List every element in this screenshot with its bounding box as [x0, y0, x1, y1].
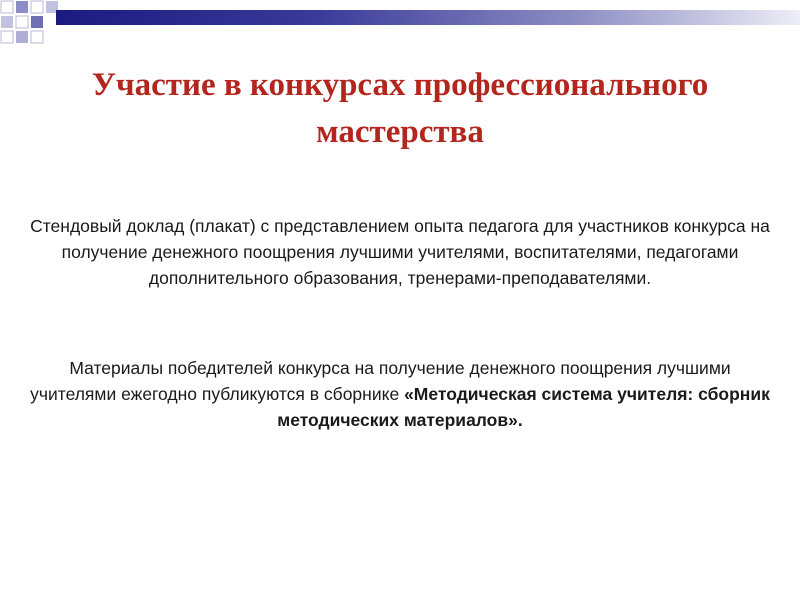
slide-title: Участие в конкурсах профессионального мастерства: [91, 67, 709, 150]
collection-title: «Методическая система учителя: сборник методических материалов».: [277, 384, 770, 430]
paragraph-winners-materials: [30, 355, 770, 433]
paragraph-poster-report: Стендовый доклад (плакат) с представлением опыта педагога для участников конкурса на получение денежного поощрения лучшими учителями, воспитателями, педагогами дополнительного образования, тренерами-преподавателями.: [30, 216, 770, 288]
header-gradient-bar: [56, 10, 800, 25]
decorative-squares-icon: [0, 0, 70, 60]
paragraph-winners-lead: Материалы победителей конкурса на получение денежного поощрения лучшими учителями ежегодно публикуются в сборнике: [30, 358, 731, 404]
